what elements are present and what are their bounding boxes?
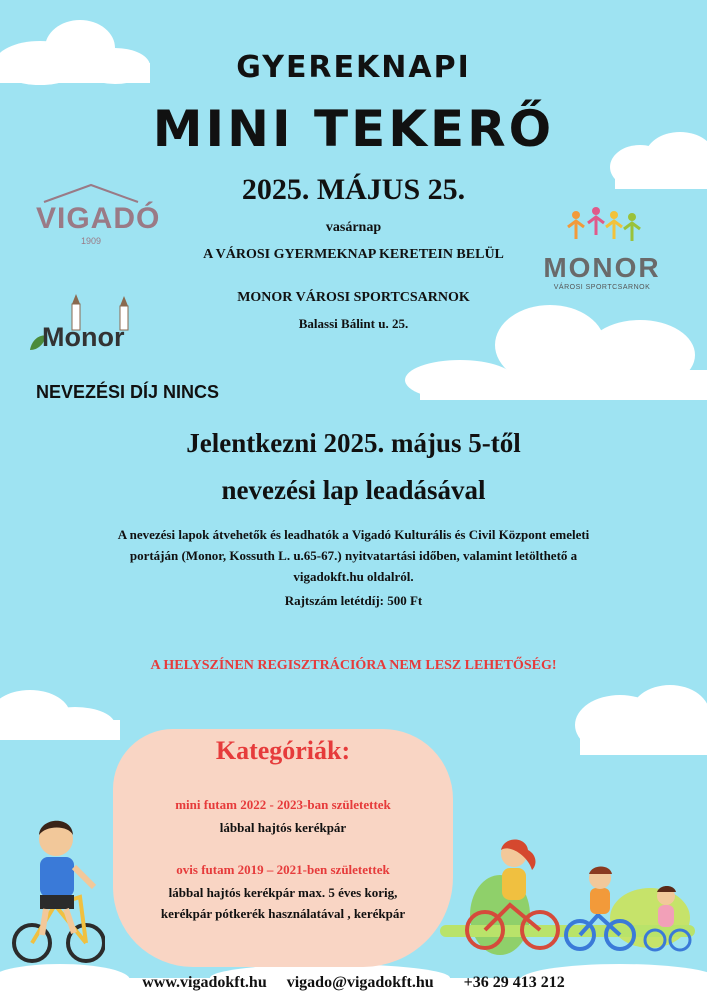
event-address: Balassi Bálint u. 25. bbox=[298, 316, 409, 331]
boy-bike-illustration bbox=[10, 805, 105, 970]
apply-line-1: Jelentkezni 2025. május 5-től bbox=[186, 428, 521, 458]
categories-title: Kategóriák: bbox=[215, 736, 351, 765]
apply-line-2: nevezési lap leadásával bbox=[221, 475, 486, 505]
monor-city-name: Monor bbox=[42, 322, 125, 352]
sportcsarnok-sub: VÁROSI SPORTCSARNOK bbox=[553, 284, 651, 291]
category-1-desc: lábbal hajtós kerékpár bbox=[219, 820, 347, 835]
category-1-title: mini futam 2022 - 2023-ban születettek bbox=[175, 797, 391, 812]
warning-text: A HELYSZÍNEN REGISZTRÁCIÓRA NEM LESZ LEHETŐSÉG! bbox=[150, 658, 557, 673]
figures-icon bbox=[562, 205, 642, 250]
event-weekday: vasárnap bbox=[325, 220, 382, 235]
vigado-roof-icon bbox=[36, 182, 146, 204]
vigado-logo-name: VIGADÓ bbox=[36, 202, 161, 235]
cloud-left-low bbox=[0, 680, 120, 740]
sportcsarnok-logo bbox=[542, 205, 662, 291]
details-line-3: vigadokft.hu oldalról. bbox=[293, 569, 414, 584]
footer-website[interactable]: www.vigadokft.hu bbox=[142, 974, 267, 991]
category-2-desc-2: kerékpár pótkerék használatával , kerékpár bbox=[160, 906, 406, 921]
cloud-right-mid bbox=[400, 300, 707, 400]
family-bikes-illustration bbox=[440, 830, 700, 955]
page-title: MINI TEKERŐ bbox=[152, 100, 555, 158]
event-date: 2025. MÁJUS 25. bbox=[241, 173, 466, 206]
fee-note: NEVEZÉSI DÍJ NINCS bbox=[36, 382, 220, 402]
event-venue: MONOR VÁROSI SPORTCSARNOK bbox=[237, 290, 470, 305]
vigado-logo bbox=[36, 182, 161, 246]
category-2-title: ovis futam 2019 – 2021-ben születettek bbox=[176, 862, 390, 877]
details-line-1: A nevezési lapok átvehetők és leadhatók a Vigadó Kulturális és Civil Központ emeleti bbox=[117, 527, 590, 542]
pretitle: GYEREKNAPI bbox=[236, 50, 471, 85]
cloud-right-low bbox=[560, 680, 707, 760]
footer-phone[interactable]: +36 29 413 212 bbox=[463, 974, 565, 991]
sportcsarnok-name: MONOR bbox=[543, 252, 661, 283]
category-2-desc-1: lábbal hajtós kerékpár max. 5 éves korig, bbox=[168, 885, 398, 900]
footer-email[interactable]: vigado@vigadokft.hu bbox=[286, 974, 434, 991]
details-line-2: portáján (Monor, Kossuth L. u.65-67.) nyitvatartási időben, valamint letölthető a bbox=[129, 548, 578, 563]
monor-city-logo bbox=[28, 292, 158, 357]
deposit-fee: Rajtszám letétdíj: 500 Ft bbox=[284, 593, 423, 608]
event-context: A VÁROSI GYERMEKNAP KERETEIN BELÜL bbox=[203, 247, 504, 262]
vigado-logo-year: 1909 bbox=[80, 236, 102, 246]
footer bbox=[0, 974, 707, 992]
